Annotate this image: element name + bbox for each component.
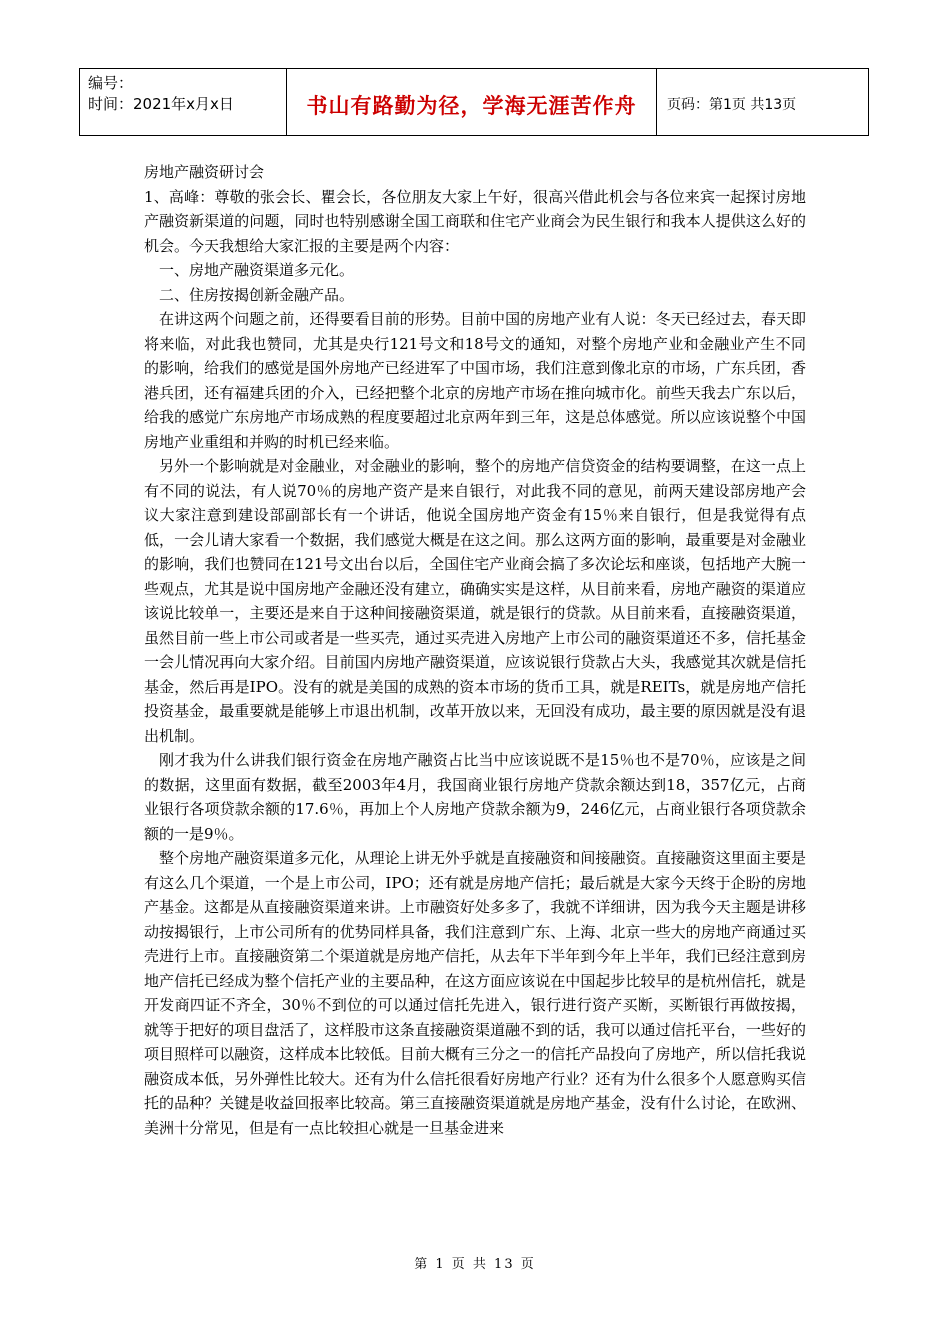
paragraph: 一、房地产融资渠道多元化。 (159, 261, 355, 279)
date-label: 时间：2021年x月x日 (88, 95, 234, 113)
header-meta (80, 69, 287, 135)
paragraph: 1、高峰：尊敬的张会长、瞿会长，各位朋友大家上午好，很高兴借此机会与各位来宾一起探讨房地产融资新渠道的问题，同时也特别感谢全国工商联和住宅产业商会为民生银行和我本人提供这么好的机会。今天我想给大家汇报的主要是两个内容： (144, 187, 806, 255)
paragraph: 在讲这两个问题之前，还得要看目前的形势。目前中国的房地产业有人说：冬天已经过去，春天即将来临，对此我也赞同，尤其是央行121号文和18号文的通知，对整个房地产业和金融业产生不同的影响，给我们的感觉是国外房地产已经进军了中国市场，我们注意到像北京的市场，广东兵团，香港兵团，还有福建兵团的介入，已经把整个北京的房地产市场在推向城市化。前些天我去广东以后，给我的感觉广东房地产市场成熟的程度要超过北京两年到三年，这是总体感觉。所以应该说整个中国房地产业重组和并购的时机已经来临。 (144, 310, 806, 451)
document-body (144, 160, 806, 1140)
header-motto: 书山有路勤为径，学海无涯苦作舟 (287, 69, 657, 135)
header-table (79, 68, 869, 136)
paragraph: 另外一个影响就是对金融业，对金融业的影响，整个的房地产信贷资金的结构要调整，在这一点上有不同的说法，有人说70％的房地产资产是来自银行，对此我不同的意见，前两天建设部房地产会议大家注意到建设部副部长有一个讲话，他说全国房地产资金有15％来自银行，但是我觉得有点低，一会儿请大家看一个数据，我们感觉大概是在这之间。那么这两方面的影响，最重要是对金融业的影响，我们也赞同在121号文出台以后，全国住宅产业商会搞了多次论坛和座谈，包括地产大腕一些观点，尤其是说中国房地产金融还没有建立，确确实实是这样，从目前来看，房地产融资的渠道应该说比较单一，主要还是来自于这种间接融资渠道，就是银行的贷款。从目前来看，直接融资渠道，虽然目前一些上市公司或者是一些买壳，通过买壳进入房地产上市公司的融资渠道还不多，信托基金一会儿情况再向大家介绍。目前国内房地产融资渠道，应该说银行贷款占大头，我感觉其次就是信托基金，然后再是IPO。没有的就是美国的成熟的资本市场的货币工具，就是REITs，就是房地产信托投资基金，最重要就是能够上市退出机制，改革开放以来，无回没有成功，最主要的原因就是没有退出机制。 (144, 457, 806, 745)
paragraph: 整个房地产融资渠道多元化，从理论上讲无外乎就是直接融资和间接融资。直接融资这里面主要是有这么几个渠道，一个是上市公司，IPO；还有就是房地产信托；最后就是大家今天终于企盼的房地产基金。这都是从直接融资渠道来讲。上市融资好处多多了，我就不详细讲，因为我今天主题是讲移动按揭银行，上市公司所有的优势同样具备，我们注意到广东、上海、北京一些大的房地产商通过买壳进行上市。直接融资第二个渠道就是房地产信托，从去年下半年到今年上半年，我们已经注意到房地产信托已经成为整个信托产业的主要品种，在这方面应该说在中国起步比较早的是杭州信托，就是开发商四证不齐全，30％不到位的可以通过信托先进入，银行进行资产买断，买断银行再做按揭，就等于把好的项目盘活了，这样股市这条直接融资渠道融不到的话，我可以通过信托平台，一些好的项目照样可以融资，这样成本比较低。目前大概有三分之一的信托产品投向了房地产，所以信托我说融资成本低，另外弹性比较大。还有为什么信托很看好房地产行业？还有为什么很多个人愿意购买信托的品种？关键是收益回报率比较高。第三直接融资渠道就是房地产基金，没有什么讨论，在欧洲、美洲十分常见，但是有一点比较担心就是一旦基金进来 (144, 849, 806, 1137)
paragraph: 二、住房按揭创新金融产品。 (159, 285, 355, 304)
document-title: 房地产融资研讨会 (144, 163, 265, 181)
number-label: 编号： (88, 74, 134, 92)
header-page-info: 页码：第1页 共13页 (667, 97, 797, 113)
paragraph: 刚才我为什么讲我们银行资金在房地产融资占比当中应该说既不是15％也不是70％，应该是之间的数据，这里面有数据，截至2003年4月，我国商业银行房地产贷款余额达到18，357亿元，占商业银行各项贷款余额的17.6％，再加上个人房地产贷款余额为9，246亿元，占商业银行各项贷款余额的一是9％。 (144, 751, 806, 843)
page-footer: 第 1 页 共 13 页 (414, 1257, 536, 1272)
